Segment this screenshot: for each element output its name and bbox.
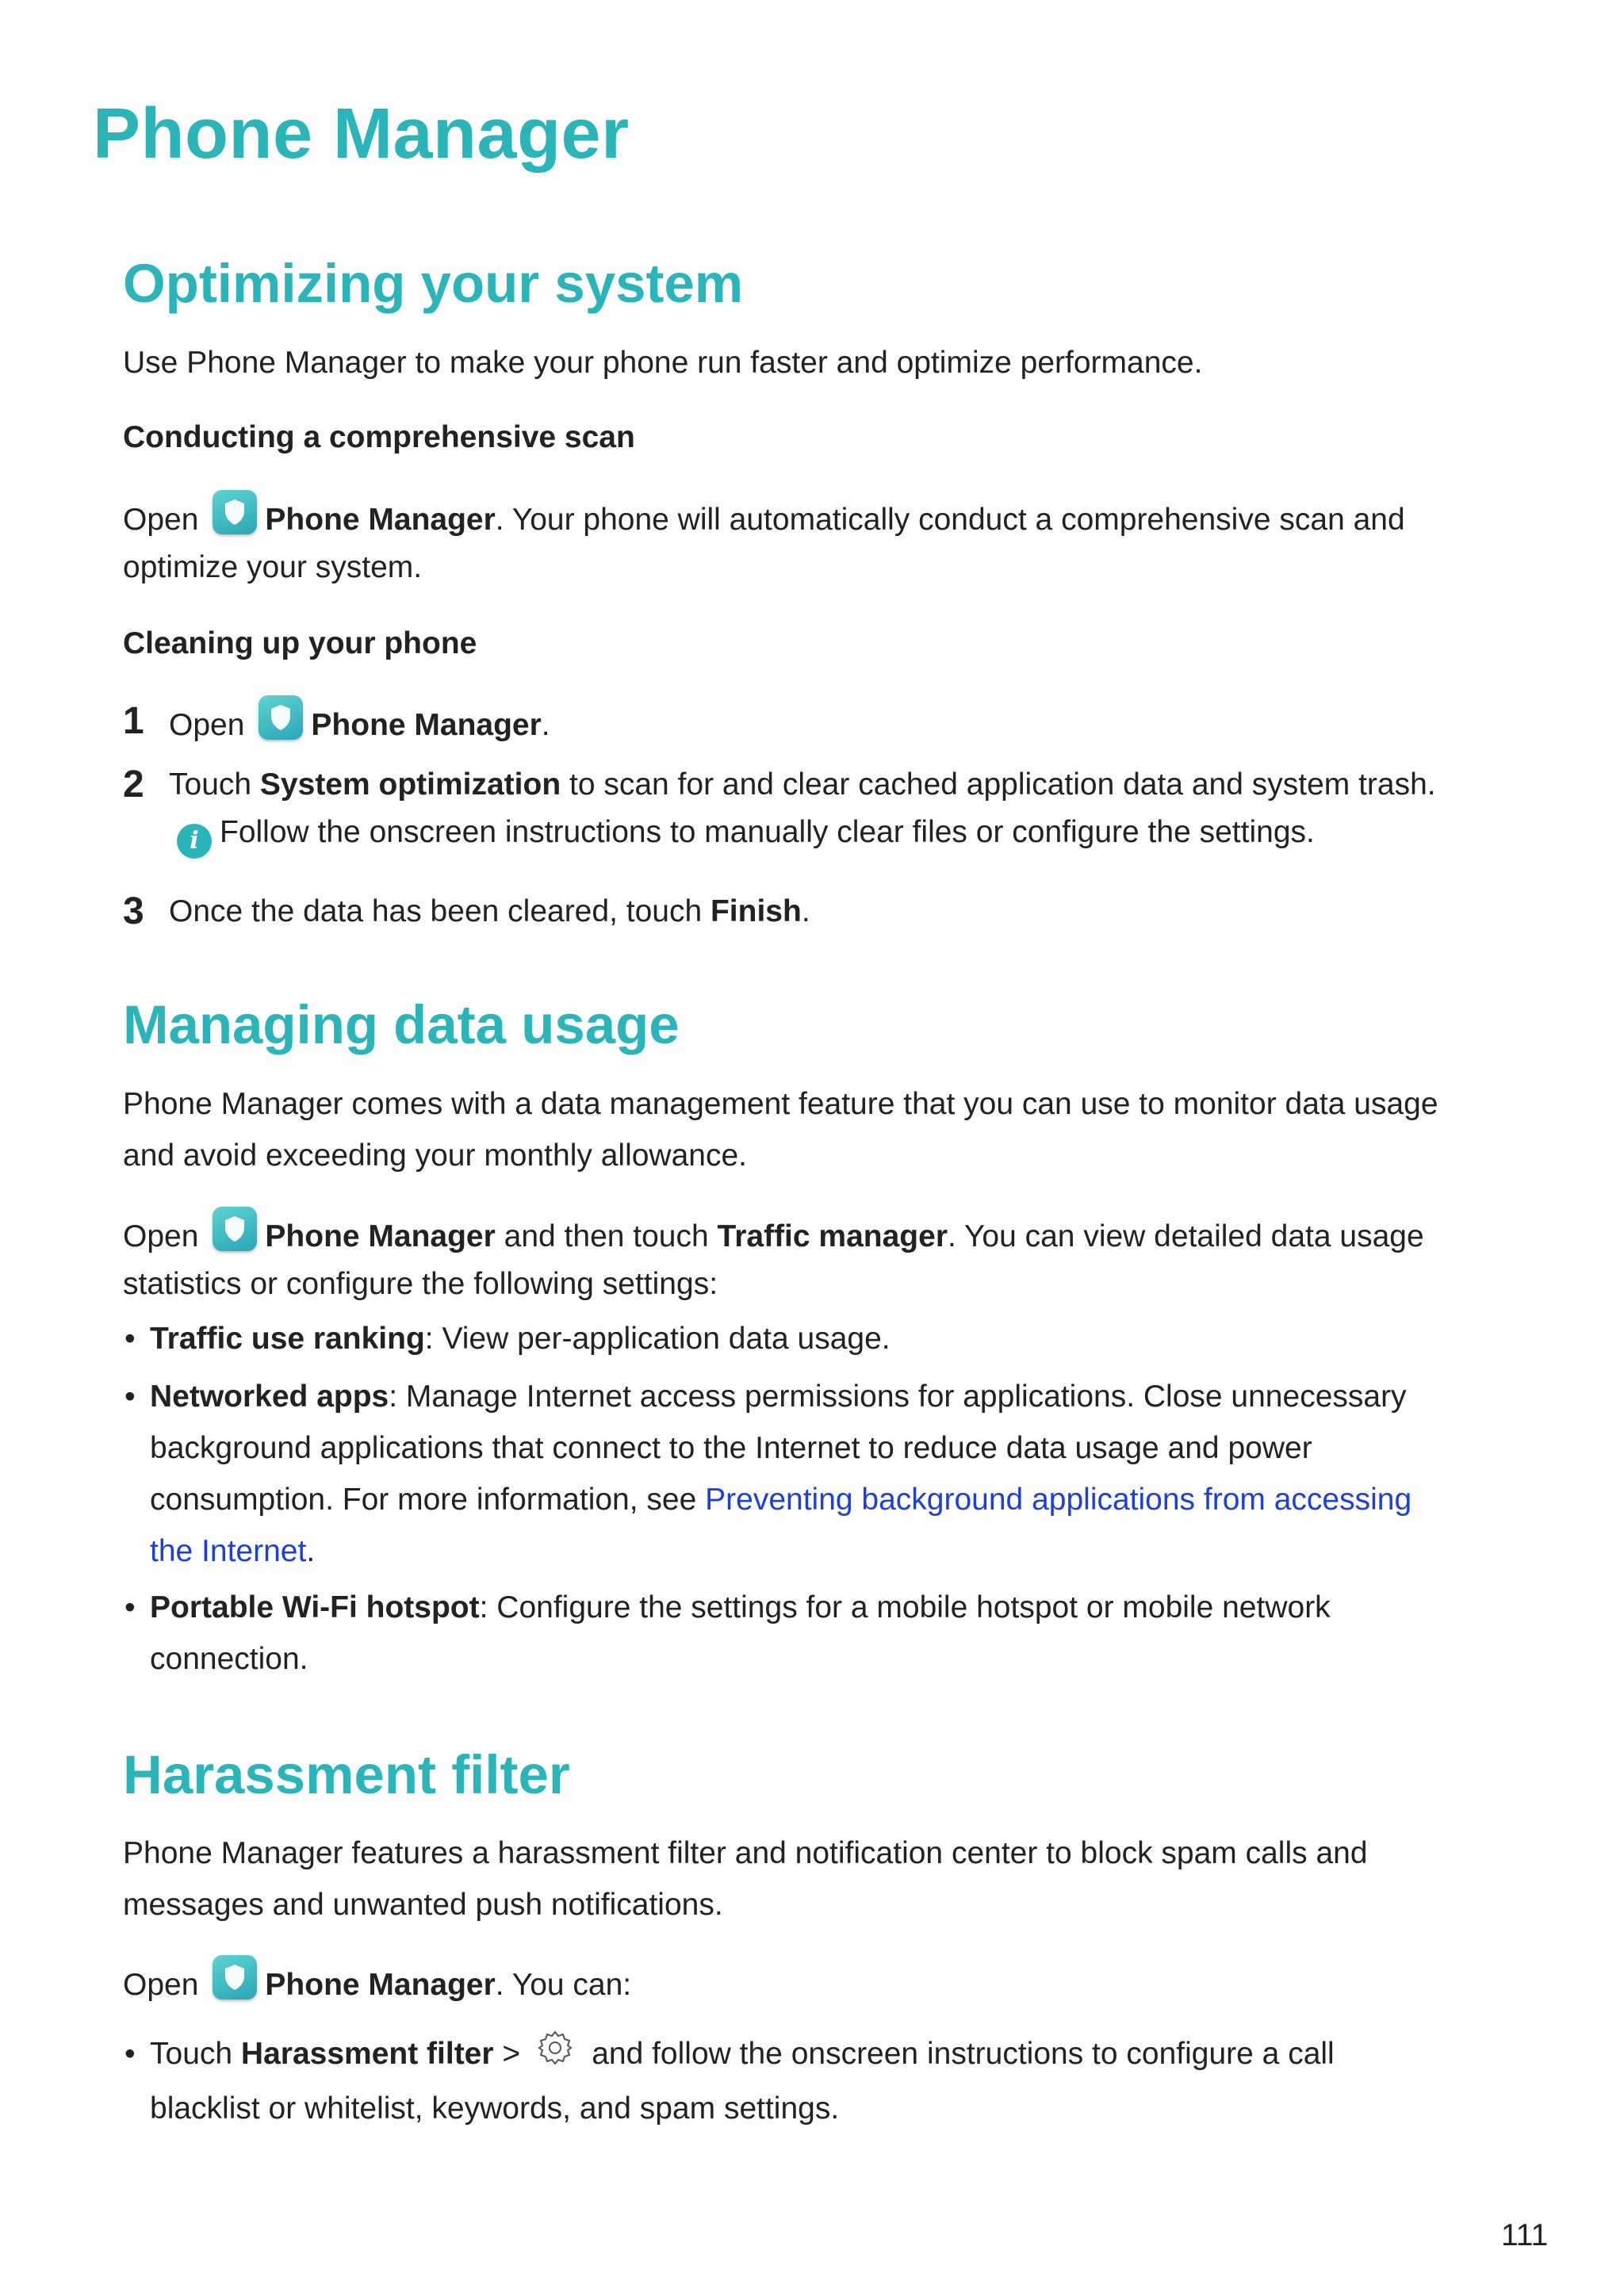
- step-3-end: .: [801, 894, 810, 928]
- harassment-bullet-rest2: blacklist or whitelist, keywords, and spam settings.: [150, 2091, 840, 2126]
- traffic-manager-label: Traffic manager: [717, 1219, 948, 1253]
- step-2-pre: Touch: [169, 767, 252, 802]
- preventing-background-link-cont[interactable]: the Internet: [150, 1534, 307, 1568]
- chapter-title: Phone Manager: [93, 94, 630, 174]
- traffic-open-label: Open: [123, 1219, 199, 1253]
- harassment-app-name: Phone Manager: [265, 1968, 496, 2002]
- harassment-separator: >: [502, 2037, 521, 2071]
- bullet-2-text1: : Manage Internet access permissions for applications. Close unnecessary: [389, 1380, 1407, 1414]
- step-3-text: [169, 886, 810, 937]
- bullet-dot: •: [124, 1590, 136, 1624]
- harassment-open-paragraph: [123, 1955, 631, 2011]
- settings-gear-icon: [536, 2029, 574, 2083]
- bullet-portable-hotspot: [123, 1582, 1519, 1685]
- step-1-open-label: Open: [169, 708, 245, 742]
- bullet-3-text2: connection.: [150, 1642, 308, 1676]
- section-title-harassment: Harassment filter: [123, 1744, 570, 1805]
- harassment-bullet-rest: and follow the onscreen instructions to configure a call: [592, 2037, 1335, 2071]
- step-3-bold: Finish: [710, 894, 802, 928]
- step-2-bold: System optimization: [259, 767, 561, 802]
- bullet-harassment-filter: [123, 2028, 1519, 2134]
- step-2-text: [169, 759, 1436, 810]
- step-1-app-name: Phone Manager: [311, 708, 542, 742]
- section-title-data-usage: Managing data usage: [123, 994, 680, 1055]
- scan-app-name: Phone Manager: [265, 503, 496, 537]
- bullet-2-text2: background applications that connect to the Internet to reduce data usage and power: [150, 1431, 1312, 1465]
- step-1-text: [169, 695, 550, 751]
- traffic-app-name: Phone Manager: [265, 1219, 496, 1253]
- clean-heading: Cleaning up your phone: [123, 626, 477, 660]
- data-usage-intro-line2: and avoid exceeding your monthly allowance.: [123, 1138, 747, 1173]
- traffic-paragraph: [123, 1207, 1424, 1262]
- step-1-number: 1: [123, 700, 144, 742]
- phone-manager-app-icon: [213, 490, 257, 534]
- bullet-1-text: : View per-application data usage.: [424, 1322, 891, 1356]
- step-3-pre: Once the data has been cleared, touch: [169, 894, 703, 928]
- harassment-filter-label: Harassment filter: [240, 2037, 494, 2071]
- step-1-end: .: [541, 708, 550, 742]
- data-usage-intro-line1: Phone Manager comes with a data management feature that you can use to monitor data usage: [123, 1087, 1438, 1121]
- traffic-rest: . You can view detailed data usage: [948, 1219, 1424, 1253]
- info-note: [177, 806, 1315, 859]
- info-note-text: Follow the onscreen instructions to manually clear files or configure the settings.: [220, 815, 1315, 849]
- optimizing-intro: Use Phone Manager to make your phone run faster and optimize performance.: [123, 346, 1203, 380]
- traffic-mid: and then touch: [504, 1219, 709, 1253]
- bullet-2-end: .: [306, 1534, 316, 1568]
- phone-manager-app-icon: [213, 1207, 257, 1251]
- step-2-number: 2: [123, 763, 144, 806]
- phone-manager-app-icon: [213, 1955, 257, 1999]
- bullet-dot: •: [124, 1380, 136, 1414]
- step-2-rest: to scan for and clear cached application data and system trash.: [569, 767, 1436, 802]
- bullet-dot: •: [124, 2037, 136, 2071]
- scan-open-label: Open: [123, 503, 199, 537]
- preventing-background-link[interactable]: Preventing background applications from accessing: [705, 1483, 1412, 1517]
- info-icon: i: [177, 824, 212, 859]
- bullet-networked-apps: [123, 1371, 1519, 1577]
- section-title-optimizing: Optimizing your system: [123, 253, 744, 314]
- bullet-2-text3: consumption. For more information, see: [150, 1483, 706, 1517]
- harassment-bullet-pre: Touch: [150, 2037, 233, 2071]
- scan-rest: . Your phone will automatically conduct a comprehensive scan and: [495, 503, 1405, 537]
- harassment-intro-line1: Phone Manager features a harassment filter and notification center to block spam calls and: [123, 1836, 1368, 1870]
- bullet-3-text1: : Configure the settings for a mobile hotspot or mobile network: [479, 1590, 1331, 1624]
- scan-heading: Conducting a comprehensive scan: [123, 420, 635, 454]
- step-3-number: 3: [123, 890, 144, 932]
- bullet-2-bold: Networked apps: [150, 1380, 389, 1414]
- harassment-intro-line2: messages and unwanted push notifications.: [123, 1888, 723, 1922]
- phone-manager-app-icon: [259, 695, 303, 740]
- bullet-dot: •: [124, 1322, 136, 1356]
- bullet-traffic-use-ranking: [123, 1313, 1519, 1364]
- traffic-rest-line2: statistics or configure the following settings:: [123, 1267, 718, 1301]
- page-number: 111: [1501, 2218, 1549, 2252]
- bullet-3-bold: Portable Wi-Fi hotspot: [150, 1590, 480, 1624]
- harassment-rest: . You can:: [495, 1968, 632, 2002]
- scan-rest-line2: optimize your system.: [123, 550, 423, 584]
- harassment-open-label: Open: [123, 1968, 199, 2002]
- bullet-1-bold: Traffic use ranking: [150, 1322, 425, 1356]
- scan-paragraph: [123, 490, 1405, 545]
